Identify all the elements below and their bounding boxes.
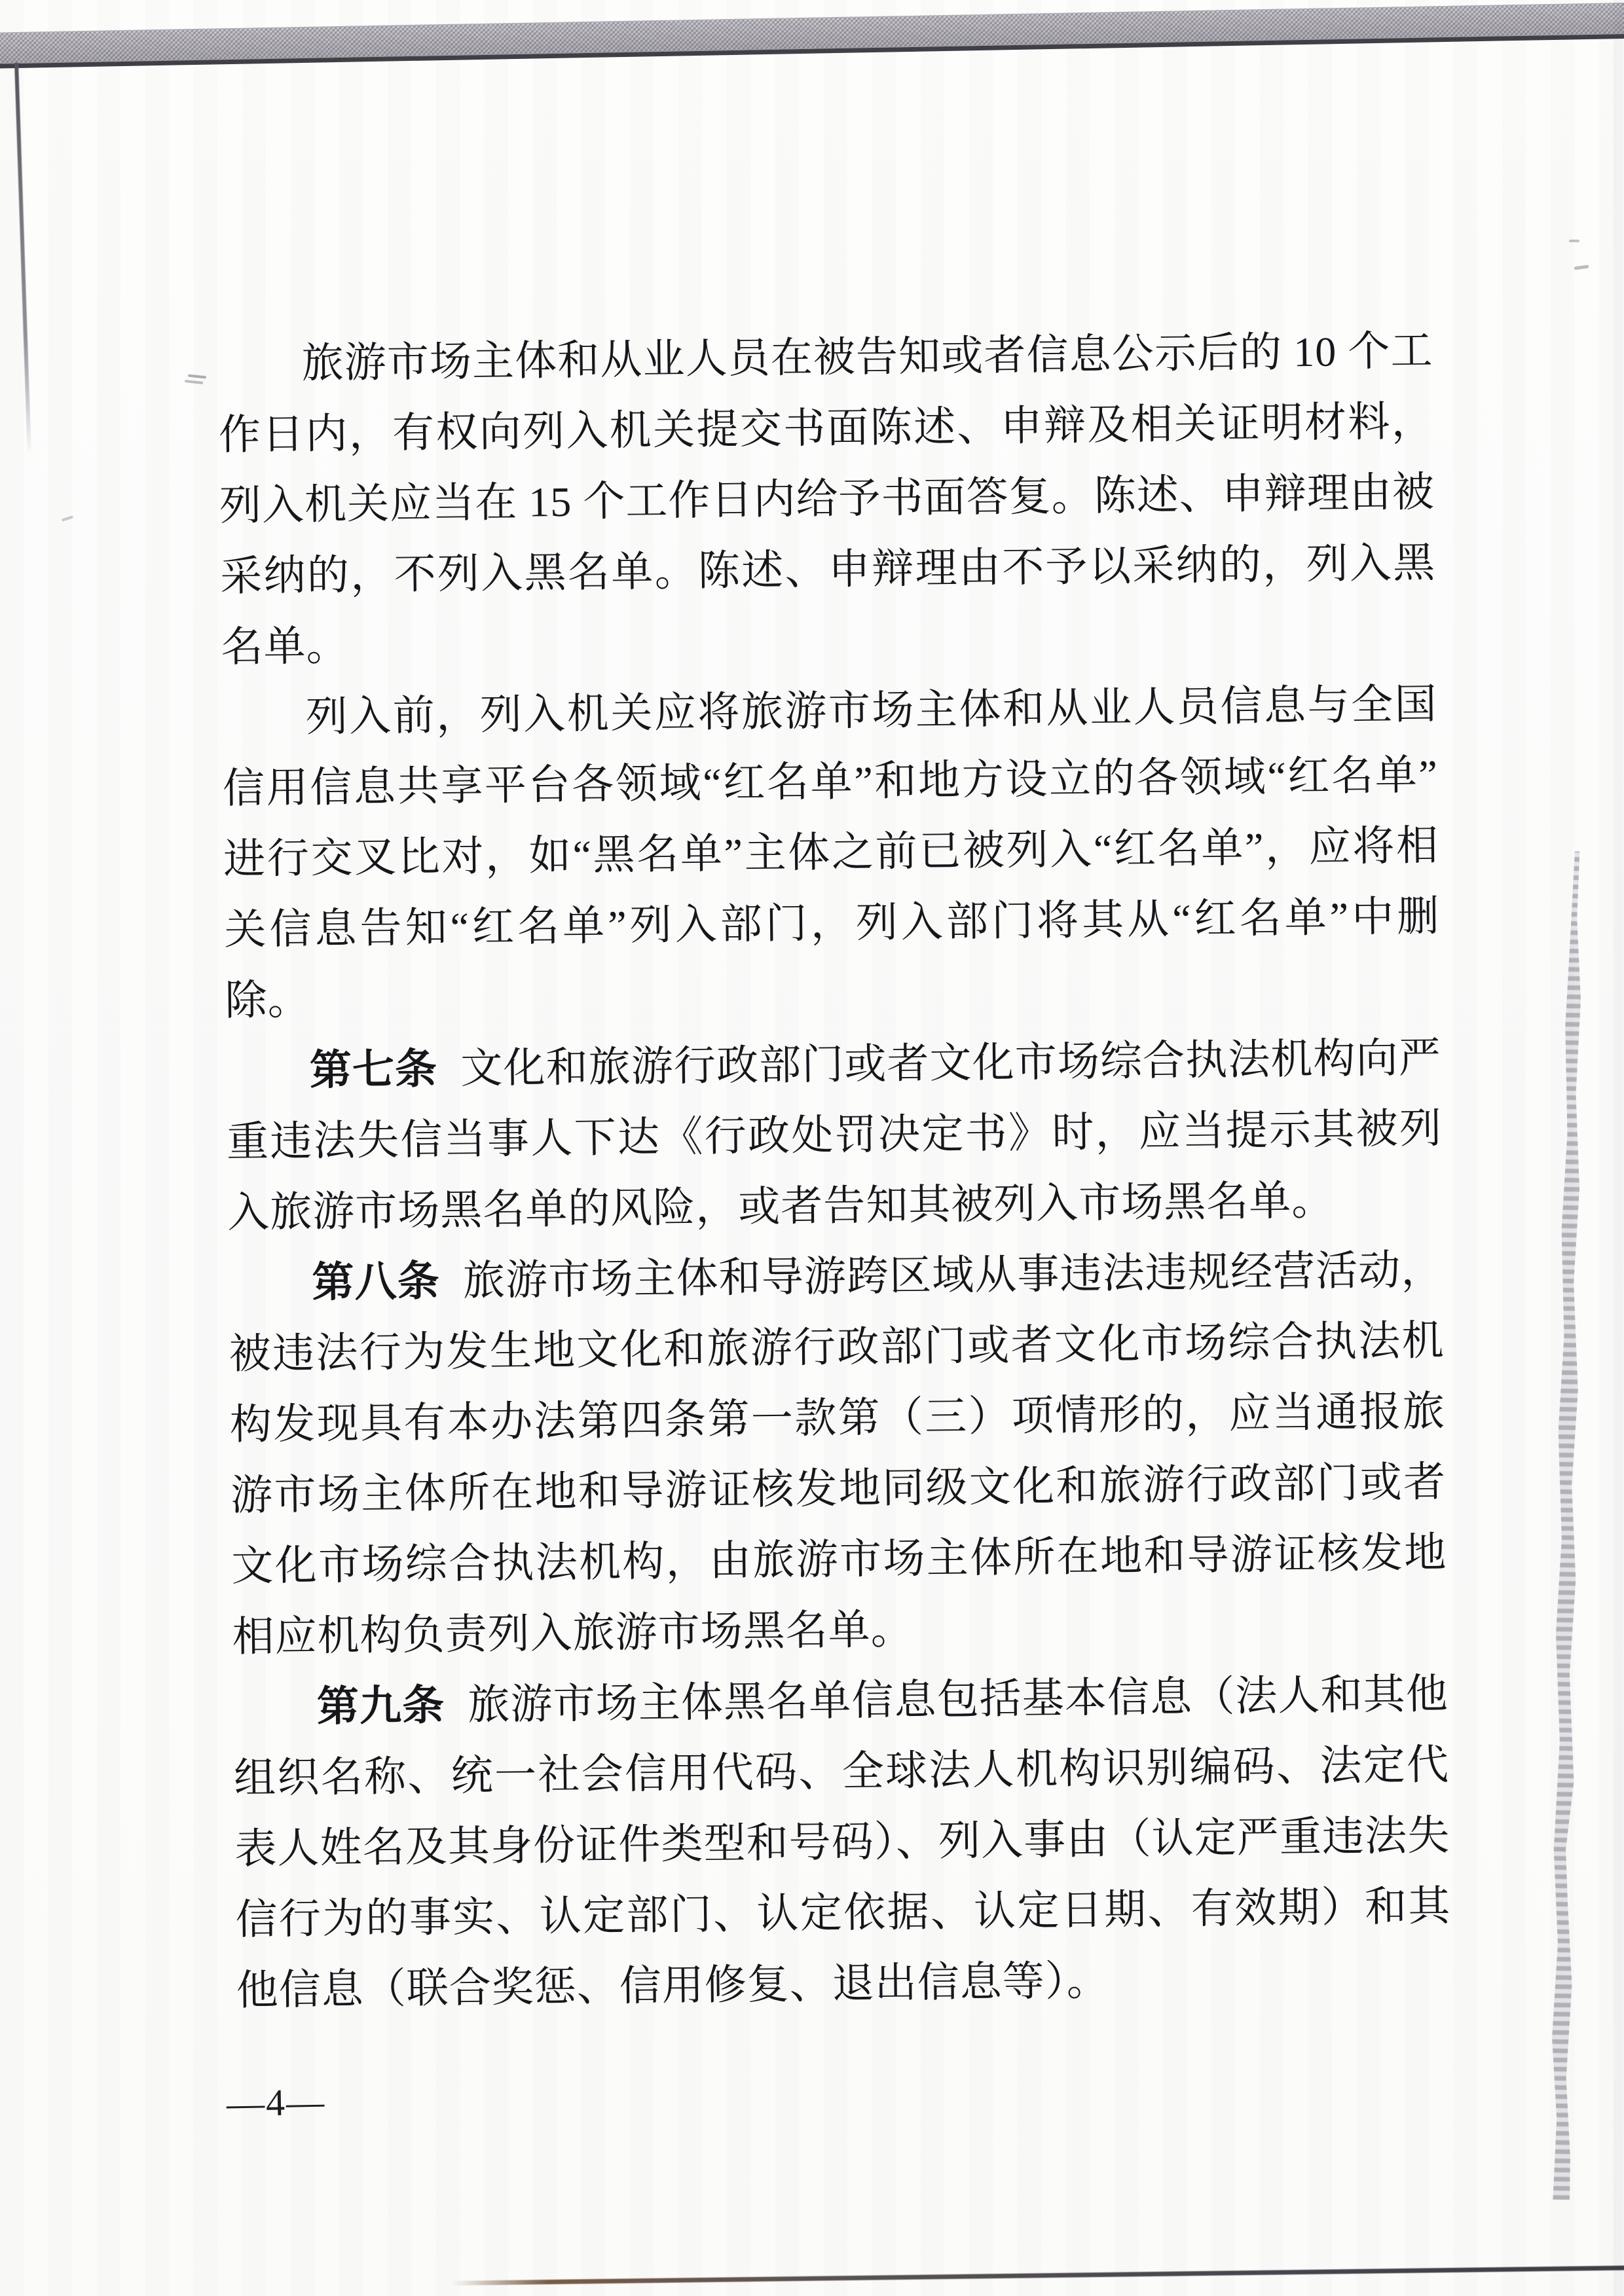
paragraph-text: 文化和旅游行政部门或者文化市场综合执法机构向严重违法失信当事人下达《行政处罚决定书》时，应当提示其被列入旅游市场黑名单的风险，或者告知其被列入市场黑名单。 bbox=[226, 1034, 1443, 1236]
scan-artifact-smudge bbox=[188, 374, 206, 379]
page-number: —4— bbox=[226, 2080, 326, 2125]
paragraph-text: 列入前，列入机关应将旅游市场主体和从业人员信息与全国信用信息共享平台各领域“红名单”和地方设立的各领域“红名单”进行交叉比对，如“黑名单”主体之前已被列入“红名单”，应将相关信息告知“红名单”列入部门，列入部门将其从“红名单”中删除。 bbox=[222, 680, 1440, 1024]
article-heading: 第七条 bbox=[309, 1046, 438, 1094]
paragraph bbox=[225, 1023, 1443, 1248]
article-heading: 第九条 bbox=[316, 1682, 445, 1730]
scan-artifact-smudge bbox=[62, 515, 73, 521]
scan-artifact-smudge bbox=[1569, 240, 1579, 242]
scan-artifact-bottom-edge-line bbox=[452, 2265, 1624, 2286]
paragraph bbox=[232, 1659, 1452, 2026]
scan-artifact-smudge bbox=[1574, 264, 1589, 270]
scan-artifact-right-streak bbox=[1547, 851, 1589, 2200]
scan-artifact-top-band bbox=[0, 2, 1624, 69]
paragraph-text: 旅游市场主体和导游跨区域从事违法违规经营活动，被违法行为发生地文化和旅游行政部门或者文化市场综合执法机构发现具有本办法第四条第一款第（三）项情形的，应当通报旅游市场主体所在地和导游证核发地同级文化和旅游行政部门或者文化市场综合执法机构，由旅游市场主体所在地和导游证核发地相应机构负责列入旅游市场黑名单。 bbox=[229, 1246, 1447, 1660]
document-body-text bbox=[217, 316, 1452, 2026]
paragraph bbox=[217, 316, 1437, 683]
scan-artifact-right-edge-shade bbox=[1614, 0, 1624, 2296]
paragraph bbox=[228, 1235, 1448, 1673]
paragraph-text: 旅游市场主体和从业人员在被告知或者信息公示后的 10 个工作日内，有权向列入机关提交书面陈述、申辩及相关证明材料，列入机关应当在 15 个工作日内给予书面答复。陈述、申辩理由被采纳的，不列入黑名单。陈述、申辩理由不予以采纳的，列入黑名单。 bbox=[218, 327, 1436, 670]
paragraph bbox=[221, 669, 1441, 1036]
paragraph-text: 旅游市场主体黑名单信息包括基本信息（法人和其他组织名称、统一社会信用代码、全球法人机构识别编码、法定代表人姓名及其身份证件类型和号码）、列入事由（认定严重违法失信行为的事实、认定部门、认定依据、认定日期、有效期）和其他信息（联合奖惩、信用修复、退出信息等）。 bbox=[233, 1670, 1451, 2014]
article-heading: 第八条 bbox=[312, 1258, 441, 1306]
scan-artifact-left-edge-line bbox=[14, 63, 31, 456]
